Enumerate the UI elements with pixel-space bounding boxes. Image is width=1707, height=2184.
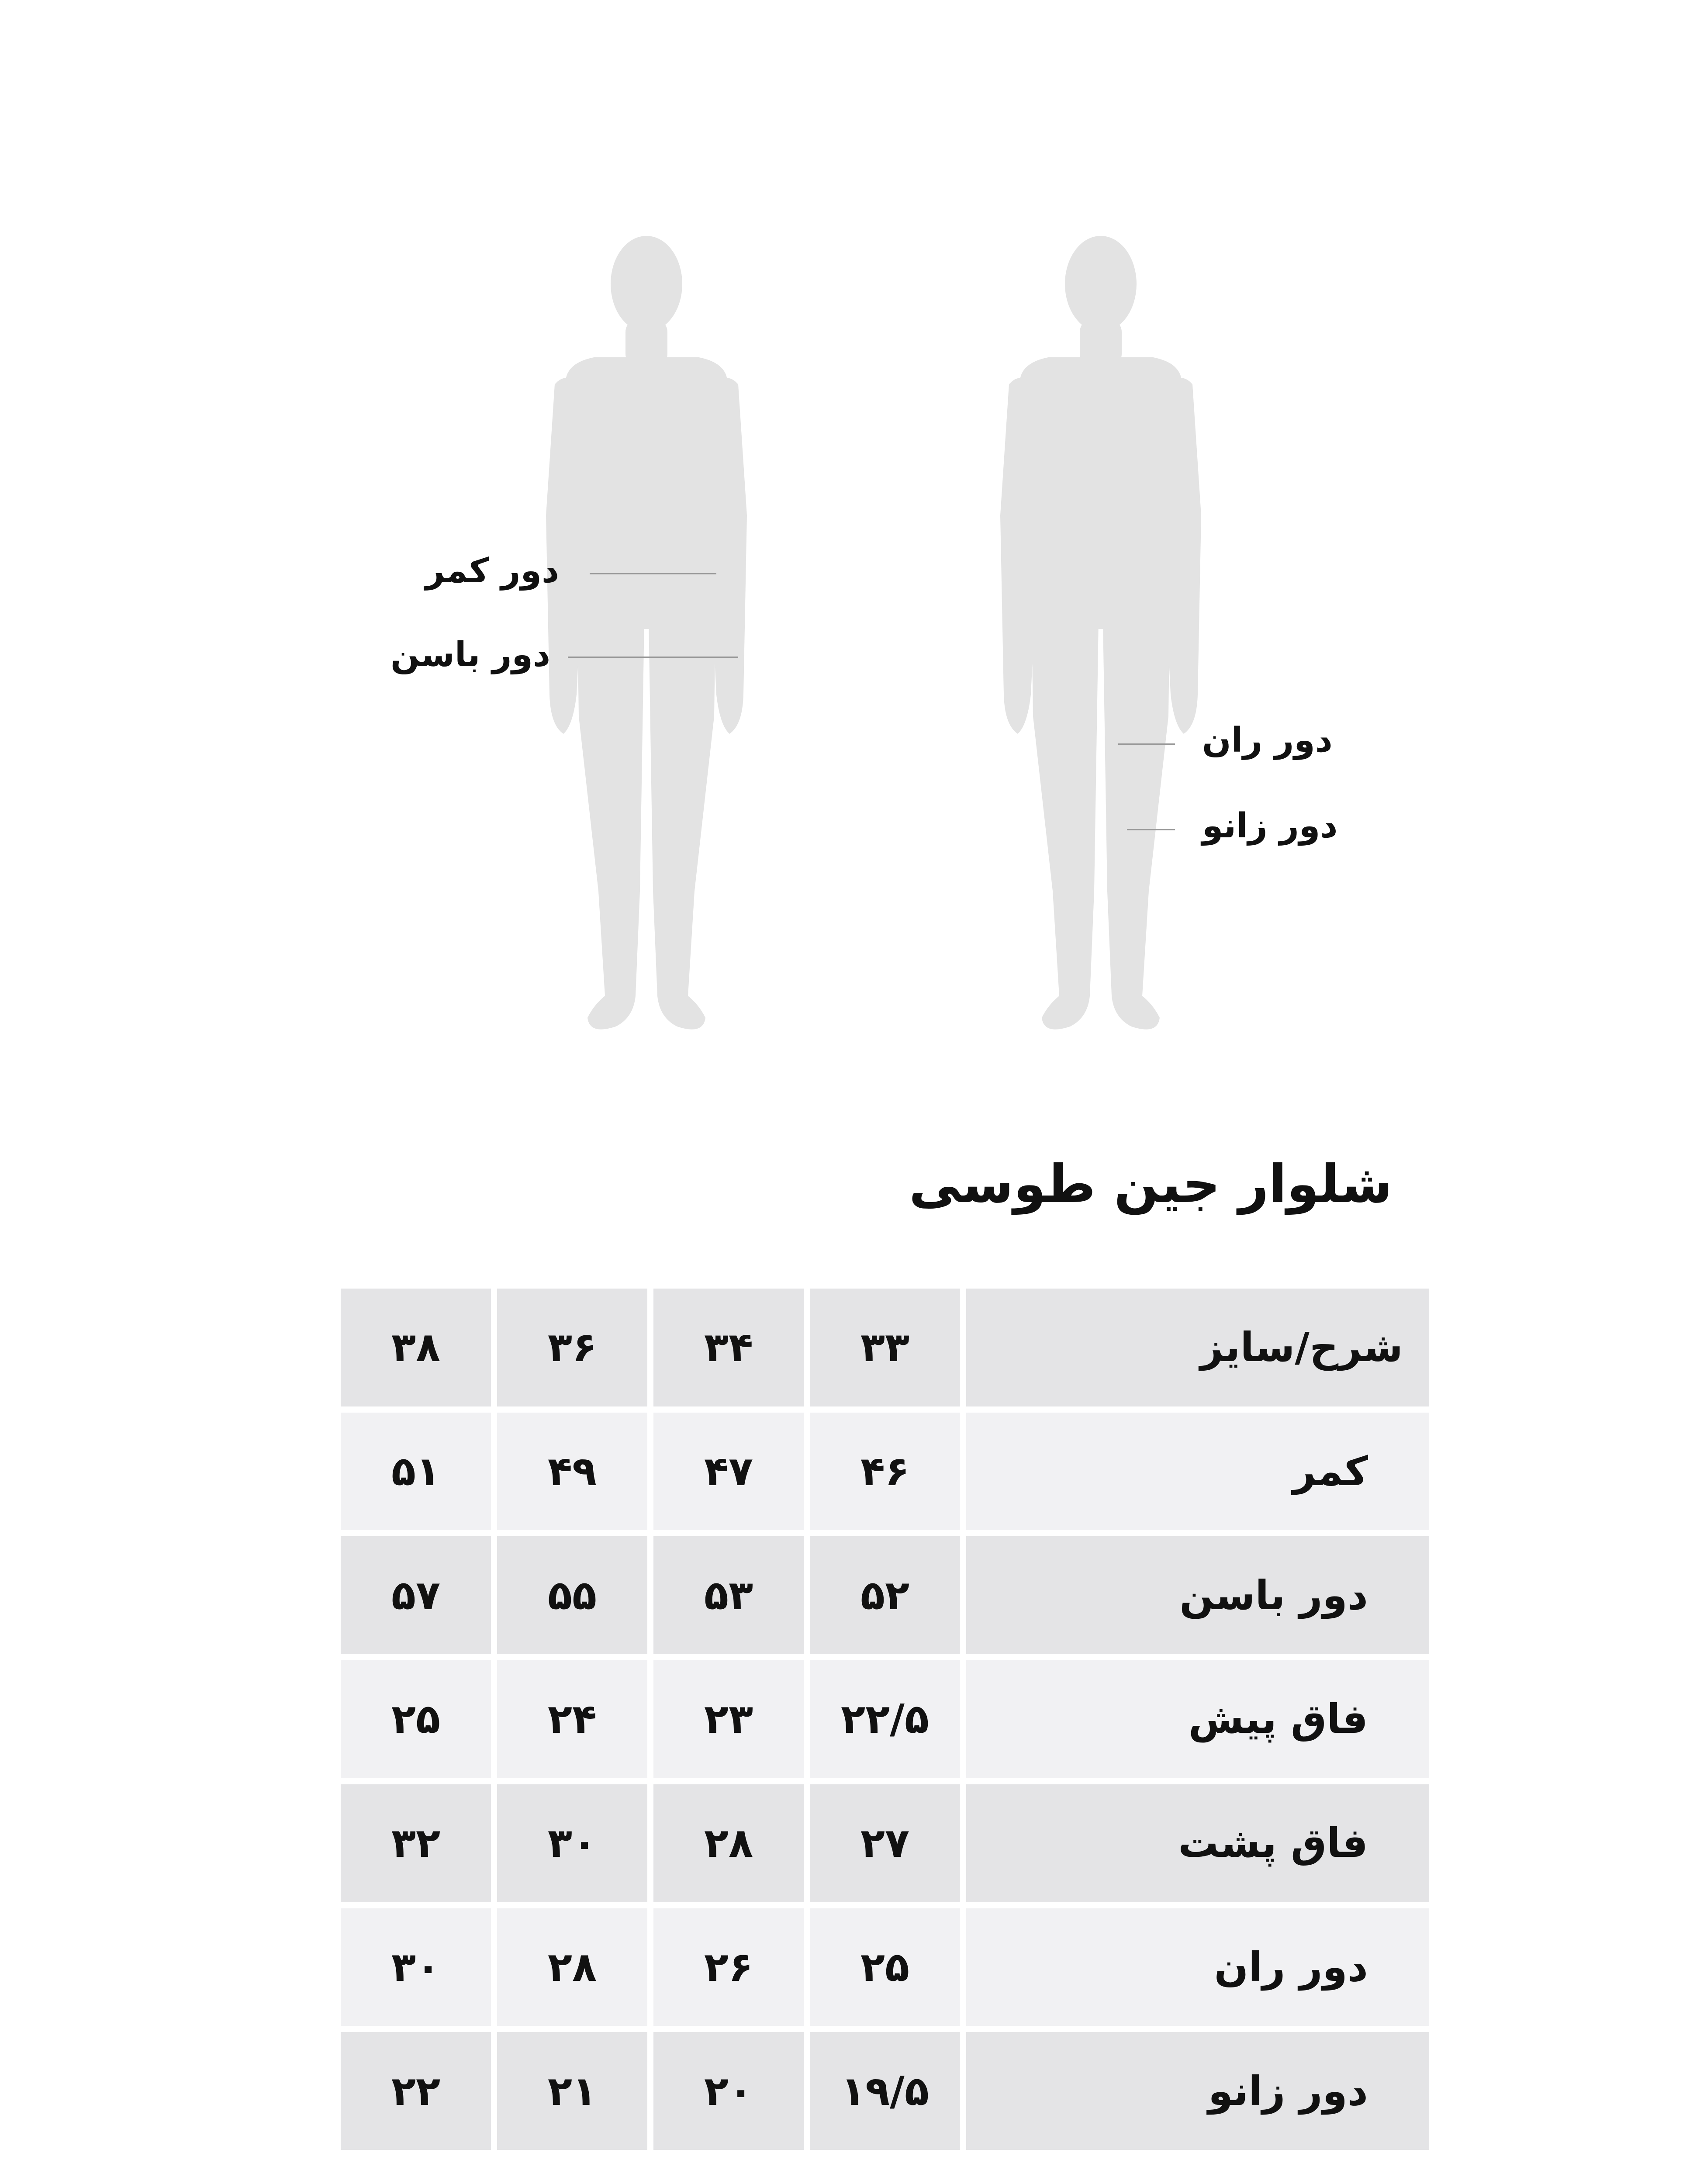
table-cell: ۳۰: [341, 1908, 491, 2026]
size-header-cell: ۳۸: [341, 1289, 491, 1406]
table-cell: ۵۷: [341, 1536, 491, 1654]
body-silhouette-back: [524, 236, 769, 1040]
table-cell: ۲۸: [497, 1908, 647, 2026]
table-cell: ۴۹: [497, 1413, 647, 1531]
size-header-row: [341, 1289, 1429, 1406]
size-header-cell: ۳۶: [497, 1289, 647, 1406]
table-cell: ۲۱: [497, 2032, 647, 2150]
table-cell: ۲۶: [653, 1908, 804, 2026]
table-cell: ۵۱: [341, 1413, 491, 1531]
thigh-callout-label: دور ران: [1202, 721, 1333, 760]
row-label: دور ران: [966, 1908, 1429, 2026]
table-row-thigh: [341, 1908, 1429, 2026]
knee-callout-label: دور زانو: [1202, 806, 1338, 846]
row-label: دور باسن: [966, 1536, 1429, 1654]
row-label: کمر: [966, 1413, 1429, 1531]
table-cell: ۴۶: [810, 1413, 960, 1531]
table-cell: ۲۲/۵: [810, 1660, 960, 1778]
row-label: فاق پیش: [966, 1660, 1429, 1778]
waist-callout-label: دور کمر: [425, 551, 559, 591]
product-title: شلوار جین طوسی: [909, 1154, 1393, 1215]
table-cell: ۳۲: [341, 1784, 491, 1902]
table-cell: ۲۷: [810, 1784, 960, 1902]
table-cell: ۲۵: [810, 1908, 960, 2026]
size-header-cell: ۳۴: [653, 1289, 804, 1406]
knee-callout-line: [1127, 829, 1175, 830]
table-row-waist: [341, 1413, 1429, 1531]
silhouette-back-graphic: [524, 236, 769, 1040]
table-cell: ۲۴: [497, 1660, 647, 1778]
body-silhouette-front: [978, 236, 1223, 1040]
table-row-knee: [341, 2032, 1429, 2150]
hip-callout-line: [568, 657, 738, 658]
hip-callout-label: دور باسن: [390, 635, 550, 674]
table-row-front-rise: [341, 1660, 1429, 1778]
table-row-back-rise: [341, 1784, 1429, 1902]
size-header-cell: ۳۳: [810, 1289, 960, 1406]
thigh-callout-line: [1118, 743, 1175, 745]
table-cell: ۲۵: [341, 1660, 491, 1778]
waist-callout-line: [590, 573, 716, 574]
table-cell: ۵۳: [653, 1536, 804, 1654]
table-cell: ۱۹/۵: [810, 2032, 960, 2150]
row-label: فاق پشت: [966, 1784, 1429, 1902]
table-row-hip: [341, 1536, 1429, 1654]
table-cell: ۲۳: [653, 1660, 804, 1778]
table-cell: ۴۷: [653, 1413, 804, 1531]
table-cell: ۲۰: [653, 2032, 804, 2150]
table-cell: ۲۲: [341, 2032, 491, 2150]
table-cell: ۲۸: [653, 1784, 804, 1902]
silhouette-front-graphic: [978, 236, 1223, 1040]
size-header-label: شرح/سایز: [966, 1289, 1429, 1406]
table-cell: ۵۵: [497, 1536, 647, 1654]
row-label: دور زانو: [966, 2032, 1429, 2150]
table-cell: ۵۲: [810, 1536, 960, 1654]
size-chart-table: [335, 1282, 1435, 2156]
table-cell: ۳۰: [497, 1784, 647, 1902]
